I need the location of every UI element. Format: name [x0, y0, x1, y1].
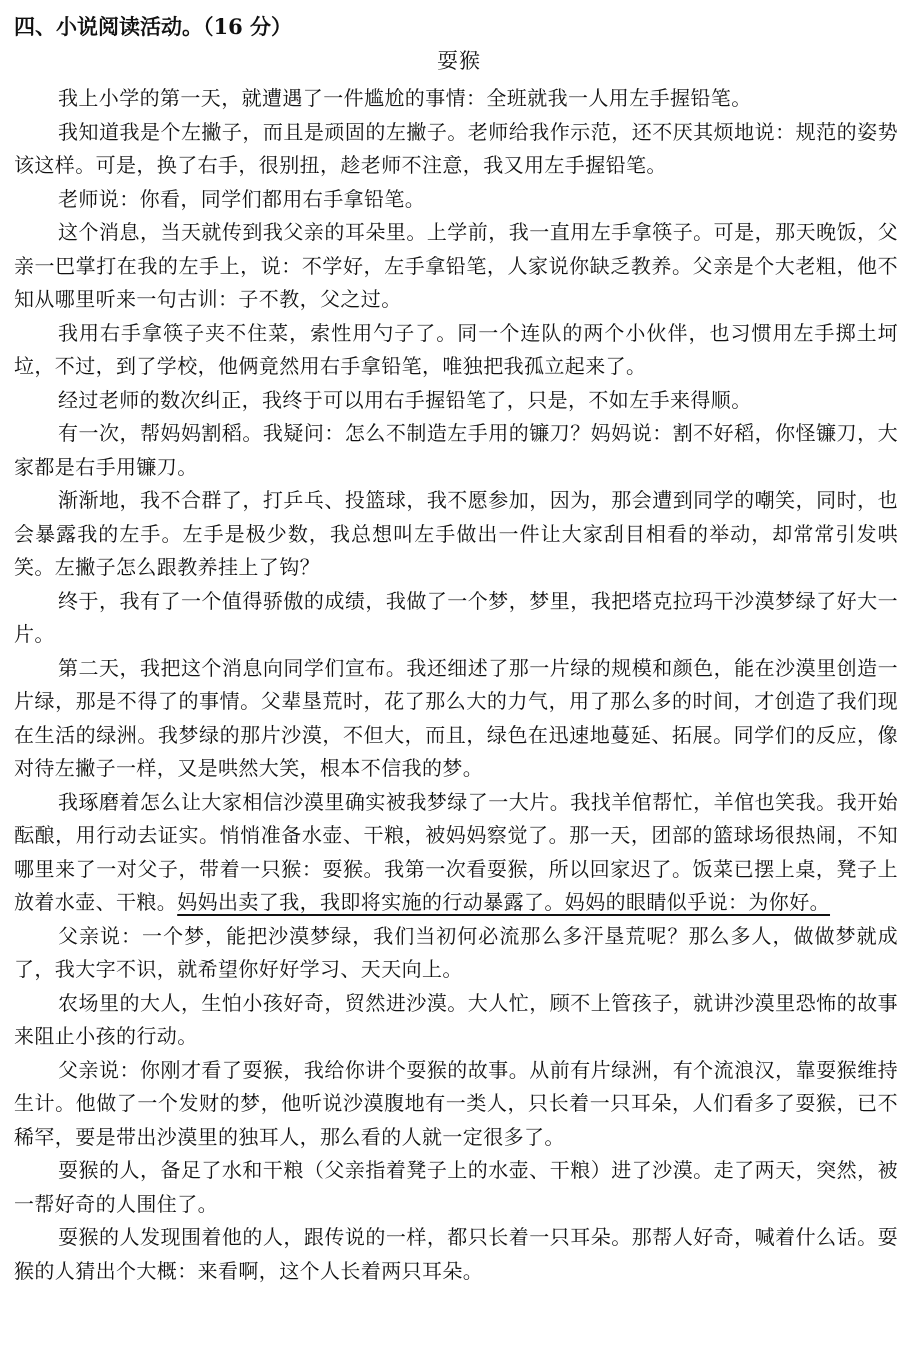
paragraph-text: 耍猴的人发现围着他的人，跟传说的一样，都只长着一只耳朵。那帮人好奇，喊着什么话。耍猴的人猜出个大概：来看啊，这个人长着两只耳朵。 [14, 1225, 898, 1283]
story-paragraph [14, 484, 898, 585]
story-paragraph [14, 116, 898, 183]
paragraph-text: 终于，我有了一个值得骄傲的成绩，我做了一个梦，梦里，我把塔克拉玛干沙漠梦绿了好大一片。 [14, 588, 898, 646]
story-paragraph [14, 1054, 898, 1155]
paragraph-text: 渐渐地，我不合群了，打乒乓、投篮球，我不愿参加，因为，那会遭到同学的嘲笑，同时，也会暴露我的左手。左手是极少数，我总想叫左手做出一件让大家刮目相看的举动，却常常引发哄笑。左撇子怎么跟教养挂上了钩？ [14, 488, 898, 579]
story-paragraph [14, 82, 898, 116]
paragraph-text: 农场里的大人，生怕小孩好奇，贸然进沙漠。大人忙，顾不上管孩子，就讲沙漠里恐怖的故事来阻止小孩的行动。 [14, 990, 898, 1048]
paragraph-text: 经过老师的数次纠正，我终于可以用右手握铅笔了，只是，不如左手来得顺。 [58, 387, 752, 412]
paragraph-text: 耍猴的人，备足了水和干粮（父亲指着凳子上的水壶、干粮）进了沙漠。走了两天，突然，被一帮好奇的人围住了。 [14, 1158, 898, 1216]
story-paragraph [14, 920, 898, 987]
story-paragraph [14, 317, 898, 384]
story-paragraph [14, 216, 898, 317]
story-paragraph [14, 585, 898, 652]
story-body [14, 82, 898, 1288]
story-paragraph [14, 652, 898, 786]
paragraph-text: 父亲说：一个梦，能把沙漠梦绿，我们当初何必流那么多汗垦荒呢？那么多人，做做梦就成了，我大字不识，就希望你好好学习、天天向上。 [14, 923, 898, 981]
paragraph-text: 我琢磨着怎么让大家相信沙漠里确实被我梦绿了一大片。我找羊倌帮忙，羊倌也笑我。我开始酝酿，用行动去证实。悄悄准备水壶、干粮，被妈妈察觉了。那一天，团部的篮球场很热闹，不知哪里来了一对父子，带着一只猴：耍猴。我第一次看耍猴，所以回家迟了。饭菜已摆上桌，凳子上放着水壶、干粮。 [14, 789, 898, 914]
story-paragraph [14, 384, 898, 418]
paragraph-text: 老师说：你看，同学们都用右手拿铅笔。 [58, 186, 426, 211]
underlined-sentence: 妈妈出卖了我，我即将实施的行动暴露了。妈妈的眼睛似乎说：为你好。 [177, 890, 831, 914]
story-paragraph [14, 987, 898, 1054]
story-paragraph [14, 1154, 898, 1221]
story-paragraph [14, 417, 898, 484]
paragraph-text: 父亲说：你刚才看了耍猴，我给你讲个耍猴的故事。从前有片绿洲，有个流浪汉，靠耍猴维持生计。他做了一个发财的梦，他听说沙漠腹地有一类人，只长着一只耳朵，人们看多了耍猴，已不稀罕，要是带出沙漠里的独耳人，那么看的人就一定很多了。 [14, 1057, 898, 1149]
paragraph-text: 我用右手拿筷子夹不住菜，索性用勺子了。同一个连队的两个小伙伴，也习惯用左手掷土坷垃，不过，到了学校，他俩竟然用右手拿铅笔，唯独把我孤立起来了。 [14, 320, 898, 378]
paragraph-text: 我上小学的第一天，就遭遇了一件尴尬的事情：全班就我一人用左手握铅笔。 [58, 86, 752, 110]
story-paragraph [14, 1221, 898, 1288]
story-paragraph [14, 183, 898, 217]
story-paragraph [14, 786, 898, 920]
paragraph-text: 第二天，我把这个消息向同学们宣布。我还细述了那一片绿的规模和颜色，能在沙漠里创造一片绿，那是不得了的事情。父辈垦荒时，花了那么大的力气，用了那么多的时间，才创造了我们现在生活的绿洲。我梦绿的那片沙漠，不但大，而且，绿色在迅速地蔓延、拓展。同学们的反应，像对待左撇子一样，又是哄然大笑，根本不信我的梦。 [14, 655, 898, 780]
section-heading: 四、小说阅读活动。（16 分） [14, 14, 293, 39]
paragraph-text: 我知道我是个左撇子，而且是顽固的左撇子。老师给我作示范，还不厌其烦地说：规范的姿势该这样。可是，换了右手，很别扭，趁老师不注意，我又用左手握铅笔。 [14, 119, 898, 177]
paragraph-text: 有一次，帮妈妈割稻。我疑问：怎么不制造左手用的镰刀？妈妈说：割不好稻，你怪镰刀，大家都是右手用镰刀。 [14, 421, 898, 479]
paragraph-text: 这个消息，当天就传到我父亲的耳朵里。上学前，我一直用左手拿筷子。可是，那天晚饭，父亲一巴掌打在我的左手上，说：不学好，左手拿铅笔，人家说你缺乏教养。父亲是个大老粗，他不知从哪里听来一句古训：子不教，父之过。 [14, 220, 898, 311]
story-title: 耍猴 [437, 49, 481, 73]
